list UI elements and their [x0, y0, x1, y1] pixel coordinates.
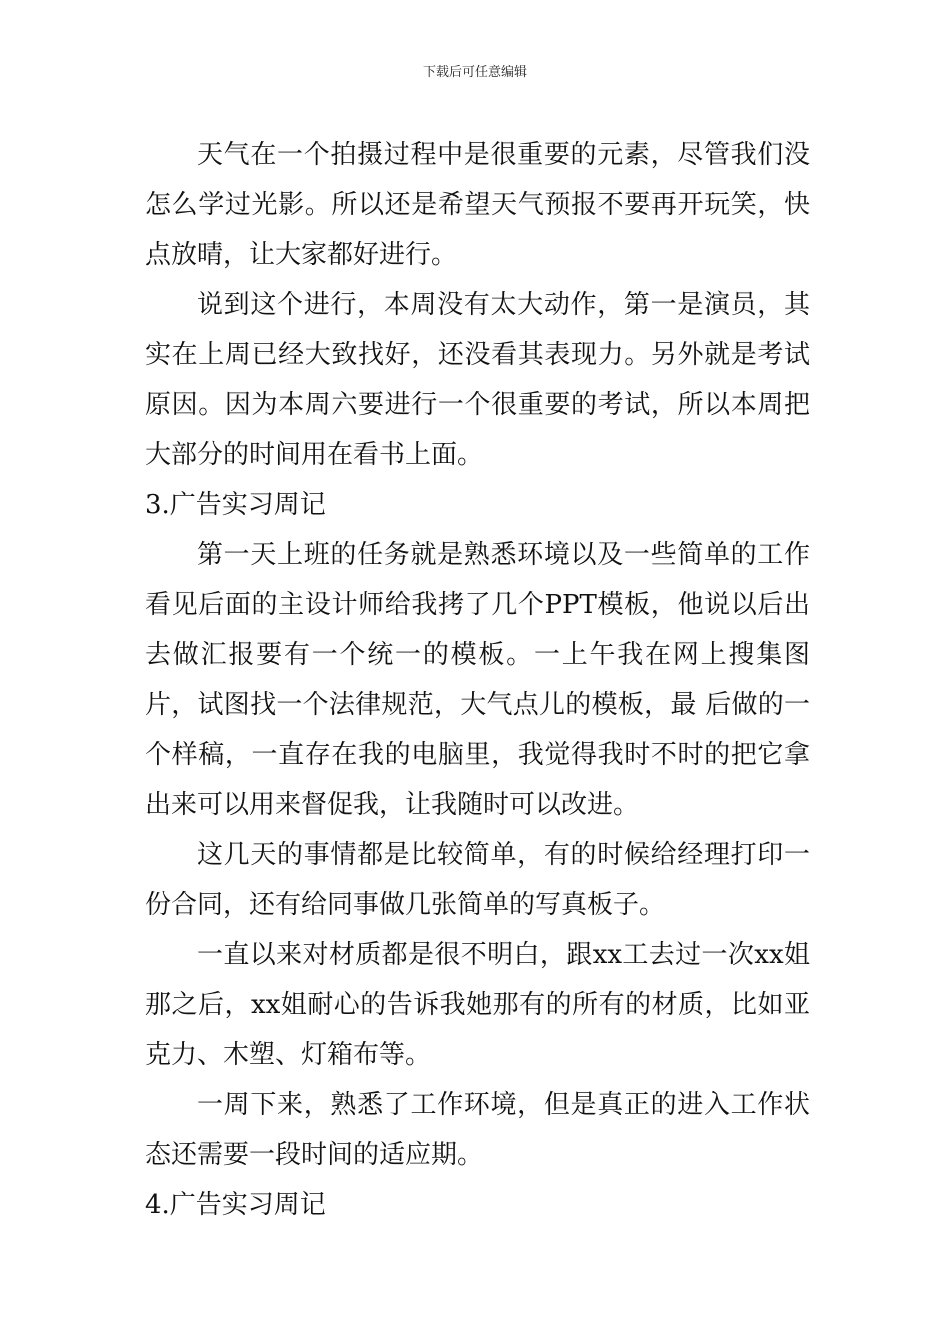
section-heading: 4.广告实习周记 [145, 1190, 326, 1220]
paragraph: 说到这个进行，本周没有太大动作，第一是演员，其实在上周已经大致找好，还没看其表现力。另外就是考试原因。因为本周六要进行一个很重要的考试，所以本周把大部分的时间用在看书上面。 [145, 290, 810, 470]
paragraph: 一直以来对材质都是很不明白，跟xx工去过一次xx姐那之后，xx姐耐心的告诉我她那有的所有的材质，比如亚克力、木塑、灯箱布等。 [145, 940, 810, 1070]
document-body [145, 130, 810, 1230]
paragraph: 天气在一个拍摄过程中是很重要的元素，尽管我们没怎么学过光影。所以还是希望天气预报不要再开玩笑，快点放晴，让大家都好进行。 [145, 140, 810, 270]
paragraph: 一周下来，熟悉了工作环境，但是真正的进入工作状态还需要一段时间的适应期。 [145, 1090, 810, 1170]
page-header: 下载后可任意编辑 [422, 65, 527, 80]
paragraph: 这几天的事情都是比较简单，有的时候给经理打印一份合同，还有给同事做几张简单的写真板子。 [145, 840, 810, 920]
section-heading: 3.广告实习周记 [145, 490, 326, 520]
paragraph: 第一天上班的任务就是熟悉环境以及一些简单的工作看见后面的主设计师给我拷了几个PPT模板，他说以后出去做汇报要有一个统一的模板。一上午我在网上搜集图片，试图找一个法律规范，大气点儿的模板，最 后做的一个样稿，一直存在我的电脑里，我觉得我时不时的把它拿出来可以用来督促我，让我随时可以改进。 [145, 540, 810, 820]
